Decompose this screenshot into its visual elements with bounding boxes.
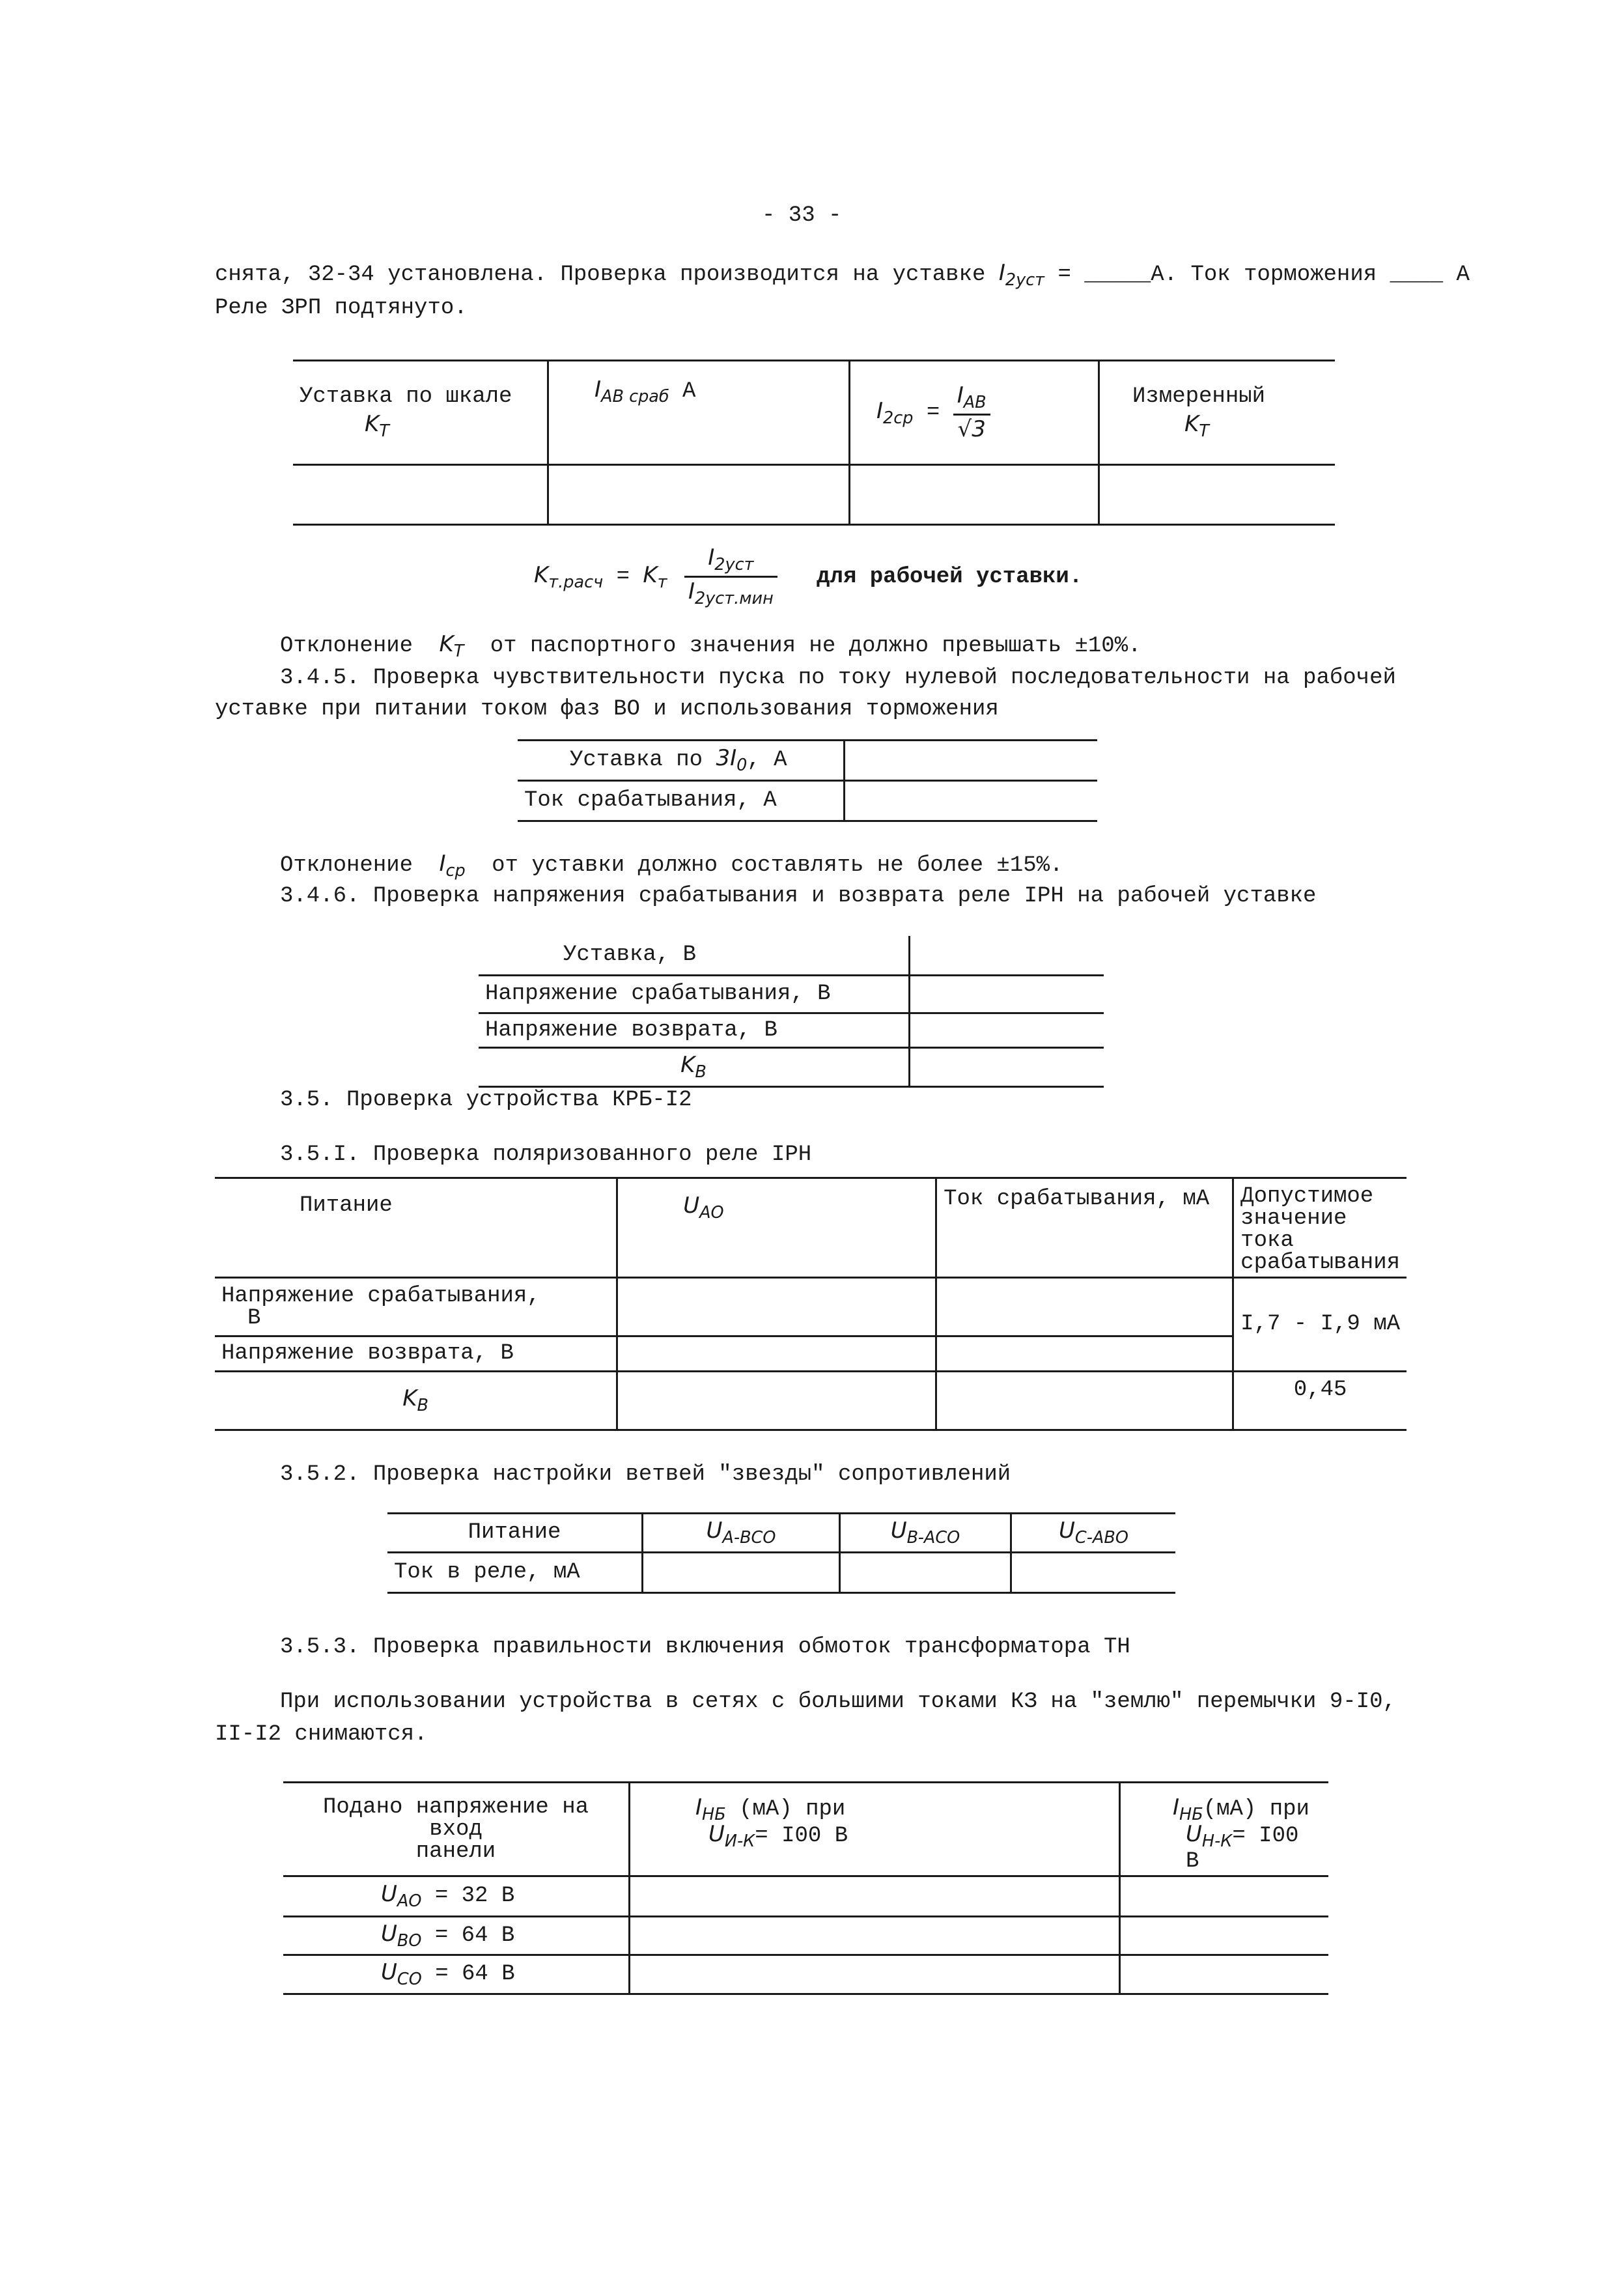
section-346: 3.4.6. Проверка напряжения срабатывания и возврата реле IРН на рабочей уставке [280,884,1317,909]
intro-text-b: = _____А. Ток торможения ____ А [1057,262,1470,287]
section-345-line-2: уставке при питании током фаз ВО и использования торможения [215,697,999,722]
tn-header-inb-nk: $I_{НБ}(мА)$ при $U_{Н-К}= I00$ В [1120,1783,1329,1876]
star-header-supply: Питание [387,1514,643,1553]
tn-row-uco: $U_{CO} = 64$ В [283,1955,630,1994]
table-3i0 [518,739,1097,822]
table-polarized-relay [215,1177,1407,1431]
deviation-kt: Отклонение $K_T$ от паспортного значения не должно превышать ±10%. [280,631,1141,661]
star-header-u-c-abo: $U_{C-ABO}$ [1011,1514,1176,1553]
tn-header-inb-ik: $I_{НБ}$ (мА) при $U_{И-К}= I00$ В [630,1783,1120,1876]
star-row-relay-current: Ток в реле, мА [387,1552,643,1592]
note-kz-line-1: При использовании устройства в сетях с большими токами КЗ на "землю" перемычки 9-I0, [280,1689,1396,1714]
intro-line-2: Реле ЗРП подтянуто. [215,296,468,320]
tn-header-input: Подано напряжение на вход панели [283,1783,630,1876]
table-star-resistors [387,1512,1175,1594]
deviation-icp: Отклонение $I_{ср}$ от уставки должно составлять не более ±15%. [280,851,1063,881]
table-tn [283,1781,1328,1995]
section-351: 3.5.I. Проверка поляризованного реле IРН [280,1142,812,1167]
table-rn [479,936,1104,1088]
section-352: 3.5.2. Проверка настройки ветвей "звезды" сопротивлений [280,1462,1011,1487]
row-kv: $K_B$ [479,1048,910,1087]
row-pickup-voltage: Напряжение срабатывания, В [479,975,910,1013]
pol-row-kb: $K_B$ [215,1371,617,1430]
kt-header-i2cp: $I_{2ср}$ = $\frac{I_{AB}}{√3}$ [850,361,1099,465]
pol-kb-value: 0,45 [1233,1371,1407,1430]
section-35: 3.5. Проверка устройства КРБ-I2 [280,1088,692,1112]
pol-row-pickup: Напряжение срабатывания, В [215,1278,617,1336]
formula-kt-rasch: $K_{т.расч} = K_т$ $\frac{I_{2уст}}{I_{2уст.мин}}$ для рабочей уставки. [534,544,1083,608]
pol-header-trip-current: Ток срабатывания, мА [936,1178,1233,1278]
kt-header-setting: Уставка по шкале $K_T$ [293,361,548,465]
page-number: - 33 - [762,203,842,228]
intro-line-1 [215,259,1470,291]
row-dropout-voltage: Напряжение возврата, В [479,1013,910,1048]
kt-rasch-symbol: $K_{т.расч}$ [534,562,604,592]
pol-header-supply: Питание [215,1178,617,1278]
intro-text-a: снята, 32-34 установлена. Проверка производится на уставке [215,262,986,287]
row-setting-v: Уставка, В [479,936,910,975]
section-345-line-1: 3.4.5. Проверка чувствительности пуска по току нулевой последовательности на рабочей [280,666,1396,690]
kt-header-measured: Измеренный $K_T$ [1099,361,1336,465]
pol-header-allowed: Допустимое значение тока срабатывания [1233,1178,1407,1278]
tn-row-ubo: $U_{BO} = 64$ В [283,1916,630,1955]
table-kt [293,360,1335,526]
pol-header-uao: $U_{AO}$ [617,1178,936,1278]
star-header-u-a-bco: $U_{A-BCO}$ [643,1514,840,1553]
formula-note: для рабочей уставки. [817,565,1083,590]
i2ust-symbol: $I_{2уст}$ [998,260,1045,290]
pol-row-dropout: Напряжение возврата, В [215,1336,617,1372]
note-kz-line-2: II-I2 снимаются. [215,1722,428,1747]
tn-row-uao: $U_{AO} = 32$ В [283,1876,630,1916]
row-setting-3i0: Уставка по $3I_0$, А [518,741,845,781]
star-header-u-b-aco: $U_{B-ACO}$ [840,1514,1011,1553]
kt-header-iab: $I_{AB сраб}$ А [548,361,850,465]
section-353: 3.5.3. Проверка правильности включения обмоток трансформатора ТН [280,1635,1130,1660]
row-trip-current: Ток срабатывания, А [518,781,845,821]
pol-allowed-value: I,7 - I,9 мА [1233,1278,1407,1372]
